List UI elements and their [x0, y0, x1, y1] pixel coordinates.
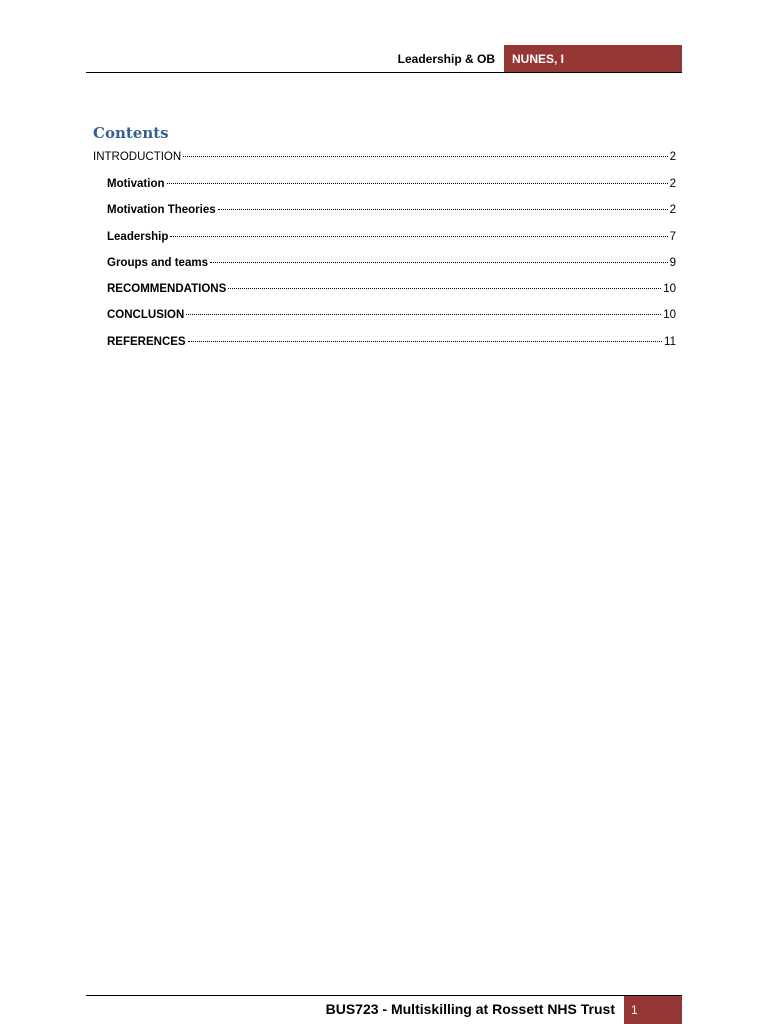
- table-of-contents: [93, 122, 676, 360]
- toc-entry-label: Leadership: [107, 230, 169, 243]
- toc-entry-label: RECOMMENDATIONS: [107, 283, 227, 296]
- toc-entry-page: 10: [663, 283, 676, 296]
- page-header: [86, 45, 682, 73]
- toc-entry-motivation-theories[interactable]: [93, 202, 676, 228]
- toc-entry-page: 11: [664, 335, 676, 348]
- toc-entry-page: 2: [669, 151, 676, 163]
- toc-entry-page: 2: [669, 178, 676, 190]
- toc-dot-leader: [218, 208, 668, 210]
- toc-entry-label: INTRODUCTION: [93, 151, 182, 163]
- toc-dot-leader: [183, 155, 667, 157]
- footer-document-title: BUS723 - Multiskilling at Rossett NHS Trust: [325, 1001, 615, 1017]
- toc-dot-leader: [188, 340, 662, 342]
- page-footer: [86, 995, 682, 1024]
- toc-entry-conclusion[interactable]: [93, 307, 676, 333]
- toc-dot-leader: [170, 235, 667, 237]
- toc-title: Contents: [93, 124, 169, 142]
- header-course-title: Leadership & OB: [397, 52, 495, 66]
- toc-entry-motivation[interactable]: [93, 176, 676, 202]
- toc-entry-leadership[interactable]: [93, 229, 676, 255]
- toc-entry-introduction[interactable]: [93, 149, 676, 176]
- toc-dot-leader: [228, 287, 661, 289]
- toc-dot-leader: [167, 182, 668, 184]
- toc-entry-label: Motivation: [107, 178, 165, 190]
- footer-page-number: 1: [624, 996, 682, 1024]
- toc-entry-page: 10: [663, 309, 676, 322]
- toc-entry-recommendations[interactable]: [93, 281, 676, 307]
- toc-entry-references[interactable]: [93, 334, 676, 360]
- toc-entry-label: Motivation Theories: [107, 204, 216, 217]
- footer-divider: [86, 995, 682, 996]
- header-author-badge: NUNES, I: [504, 45, 682, 72]
- toc-entry-label: REFERENCES: [107, 335, 186, 348]
- toc-entry-page: 2: [669, 204, 676, 217]
- toc-dot-leader: [186, 313, 661, 315]
- toc-dot-leader: [210, 261, 668, 263]
- toc-entry-label: Groups and teams: [107, 256, 208, 269]
- toc-entry-page: 9: [669, 256, 676, 269]
- toc-entry-groups-and-teams[interactable]: [93, 255, 676, 281]
- toc-entry-label: CONCLUSION: [107, 309, 185, 322]
- header-divider: [86, 72, 682, 73]
- toc-entry-page: 7: [669, 230, 676, 243]
